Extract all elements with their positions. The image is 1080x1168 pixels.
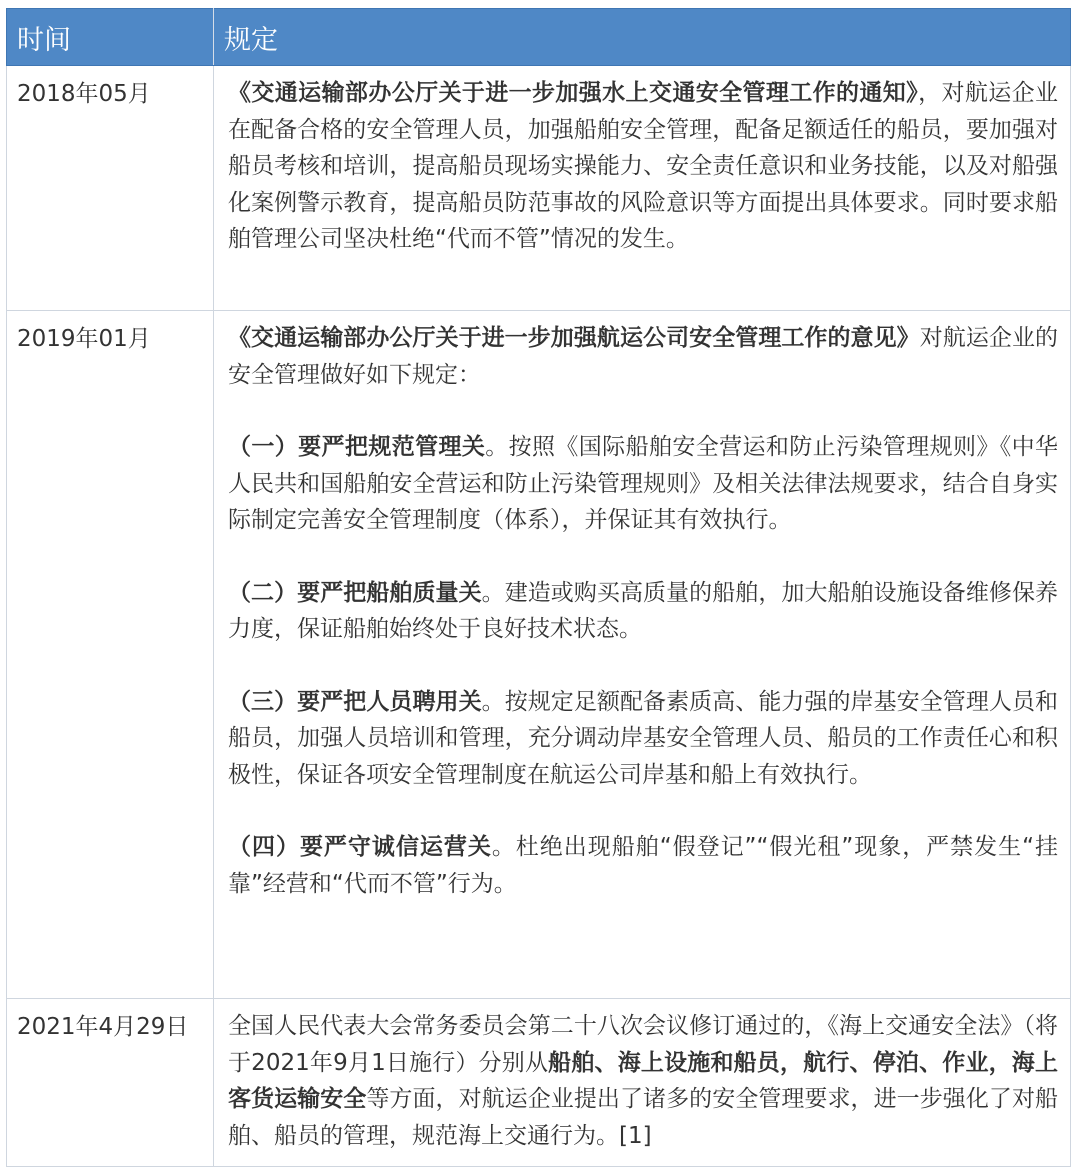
rule-item-text: 。杜绝出现船舶“假登记”“假光租”现象，严禁发生“挂靠”经营和“代而不管”行为。	[228, 834, 1059, 897]
header-rule: 规定	[214, 9, 1071, 66]
rule-item-1	[228, 429, 1058, 539]
header-time: 时间	[7, 9, 214, 66]
table-row	[7, 999, 1071, 1167]
rule-intro	[228, 320, 1058, 393]
rule-item-heading: （四）要严守诚信运营关	[228, 834, 492, 860]
rule-item-2	[228, 575, 1058, 648]
regulation-table	[6, 8, 1071, 1167]
row-rule	[214, 311, 1071, 999]
rule-text: 等方面，对航运企业提出了诸多的安全管理要求，进一步强化了对船舶、船员的管理，规范海上交通行为。[1]	[228, 1086, 1059, 1149]
rule-item-heading: （二）要严把船舶质量关	[228, 579, 482, 606]
table-row	[7, 311, 1071, 999]
row-time: 2018年05月	[7, 66, 214, 311]
rule-item-text: 。按照《国际船舶安全营运和防止污染管理规则》《中华人民共和国船舶安全营运和防止污染管理规则》及相关法律法规要求，结合自身实际制定完善安全管理制度（体系），并保证其有效执行。	[228, 434, 1059, 533]
rule-item-heading: （三）要严把人员聘用关	[228, 688, 482, 715]
row-rule	[214, 999, 1071, 1167]
rule-emphasis: 船舶、海上设施和船员，航行、停泊、作业，海上客货运输安全	[228, 1049, 1058, 1112]
rule-paragraph	[228, 75, 1058, 258]
notice-title: 《交通运输部办公厅关于进一步加强水上交通安全管理工作的通知》	[228, 80, 919, 106]
row-time: 2021年4月29日	[7, 999, 214, 1167]
rule-item-4	[228, 829, 1058, 902]
rule-item-heading: （一）要严把规范管理关	[228, 434, 486, 460]
row-time: 2019年01月	[7, 311, 214, 999]
opinion-title: 《交通运输部办公厅关于进一步加强航运公司安全管理工作的意见》	[228, 325, 920, 351]
table-row	[7, 66, 1071, 311]
rule-item-text: 。按规定足额配备素质高、能力强的岸基安全管理人员和船员，加强人员培训和管理，充分调动岸基安全管理人员、船员的工作责任心和积极性，保证各项安全管理制度在航运公司岸基和船上有效执行。	[228, 688, 1059, 788]
rule-text: ，对航运企业在配备合格的安全管理人员，加强船舶安全管理，配备足额适任的船员，要加强对船员考核和培训，提高船员现场实操能力、安全责任意识和业务技能，以及对船强化案例警示教育，提高船员防范事故的风险意识等方面提出具体要求。同时要求船舶管理公司坚决杜绝“代而不管”情况的发生。	[228, 80, 1059, 252]
table-header-row	[7, 9, 1071, 66]
rule-paragraph	[228, 1008, 1058, 1154]
rule-item-text: 。建造或购买高质量的船舶，加大船舶设施设备维修保养力度，保证船舶始终处于良好技术状态。	[228, 579, 1059, 642]
rule-text: 全国人民代表大会常务委员会第二十八次会议修订通过的，《海上交通安全法》（将于2021年9月1日施行）分别从	[228, 1013, 1058, 1076]
regulation-table-container	[6, 8, 1070, 1167]
rule-item-3	[228, 684, 1058, 794]
row-rule	[214, 66, 1071, 311]
rule-text: 对航运企业的安全管理做好如下规定：	[228, 325, 1059, 388]
